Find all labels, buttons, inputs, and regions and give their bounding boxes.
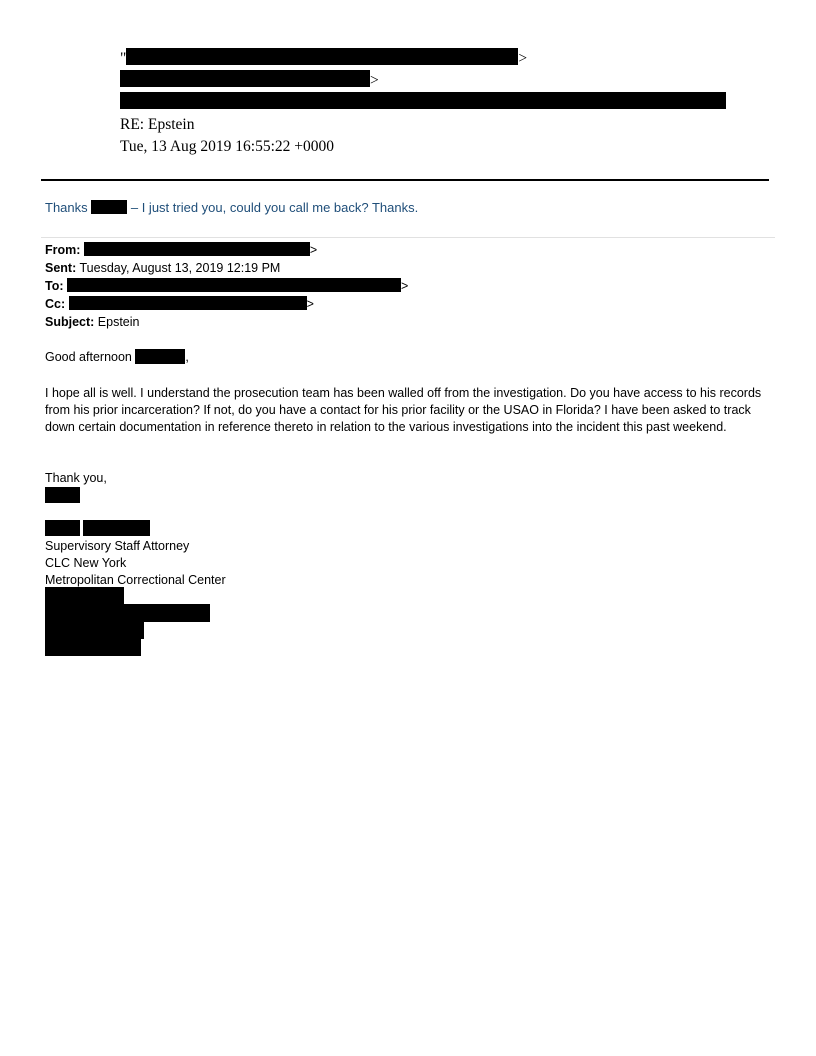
- redaction: [45, 520, 80, 536]
- header-cc-value: [120, 92, 726, 114]
- original-header: [45, 241, 408, 331]
- original-sent-label: Sent:: [45, 261, 77, 275]
- signature-title: Supervisory Staff Attorney: [45, 539, 190, 553]
- original-from-suffix: >: [309, 243, 318, 257]
- original-cc-suffix: >: [306, 297, 314, 311]
- original-from-label: From:: [45, 243, 81, 257]
- redaction: [135, 349, 185, 364]
- greeting: [45, 349, 775, 366]
- header-date-value: Tue, 13 Aug 2019 16:55:22 +0000: [120, 138, 334, 155]
- signature-name: [45, 520, 150, 539]
- original-subject-row: [45, 313, 408, 331]
- redaction: [120, 70, 370, 87]
- header-divider: [41, 179, 769, 181]
- redaction: [120, 92, 726, 109]
- header-from-suffix: >: [518, 50, 528, 67]
- redaction: [69, 296, 307, 310]
- header-to-value: [120, 70, 379, 92]
- signature-facility: Metropolitan Correctional Center: [45, 573, 226, 587]
- redaction: [45, 487, 80, 503]
- redaction: [83, 520, 150, 536]
- redaction: [45, 638, 141, 656]
- quoted-divider: [41, 237, 775, 238]
- reply-text: – I just tried you, could you call me back? Thanks.: [127, 200, 419, 215]
- signature-office: CLC New York: [45, 556, 127, 570]
- body-paragraph: I hope all is well. I understand the prosecution team has been walled off from the investigation. Do you have access to his records from his prior incarceration? If not, do you have a contact for his prior facility or the USAO in Florida? I have been asked to track down certain documentation in reference thereto in relation to the various investigations into the incident this past weekend.: [45, 386, 762, 434]
- redaction: [126, 48, 518, 65]
- original-sent-value: Tuesday, August 13, 2019 12:19 PM: [76, 261, 281, 275]
- original-subject-label: Subject:: [45, 315, 95, 329]
- redaction: [67, 278, 401, 292]
- original-from-row: [45, 241, 408, 259]
- greeting-end: ,: [185, 350, 189, 364]
- message-body: [45, 349, 775, 587]
- closing: Thank you,: [45, 471, 107, 485]
- redaction: [45, 587, 124, 605]
- redaction: [45, 604, 210, 622]
- original-to-label: To:: [45, 279, 64, 293]
- header-subject-value: RE: Epstein: [120, 116, 195, 133]
- greeting-text: Good afternoon: [45, 350, 136, 364]
- header-from-prefix: ": [120, 50, 127, 67]
- redaction: [45, 621, 144, 639]
- redaction: [84, 242, 310, 256]
- original-to-suffix: >: [401, 279, 409, 293]
- original-subject-value: Epstein: [94, 315, 140, 329]
- original-sent-row: [45, 259, 408, 277]
- original-to-row: [45, 277, 408, 295]
- reply-prefix: Thanks: [45, 200, 92, 215]
- signature-block: [45, 538, 226, 589]
- original-cc-row: [45, 295, 408, 313]
- redaction: [91, 200, 127, 214]
- header-from-value: [120, 48, 527, 70]
- header-to-suffix: >: [370, 72, 379, 89]
- original-cc-label: Cc:: [45, 297, 66, 311]
- reply-message: [45, 200, 418, 215]
